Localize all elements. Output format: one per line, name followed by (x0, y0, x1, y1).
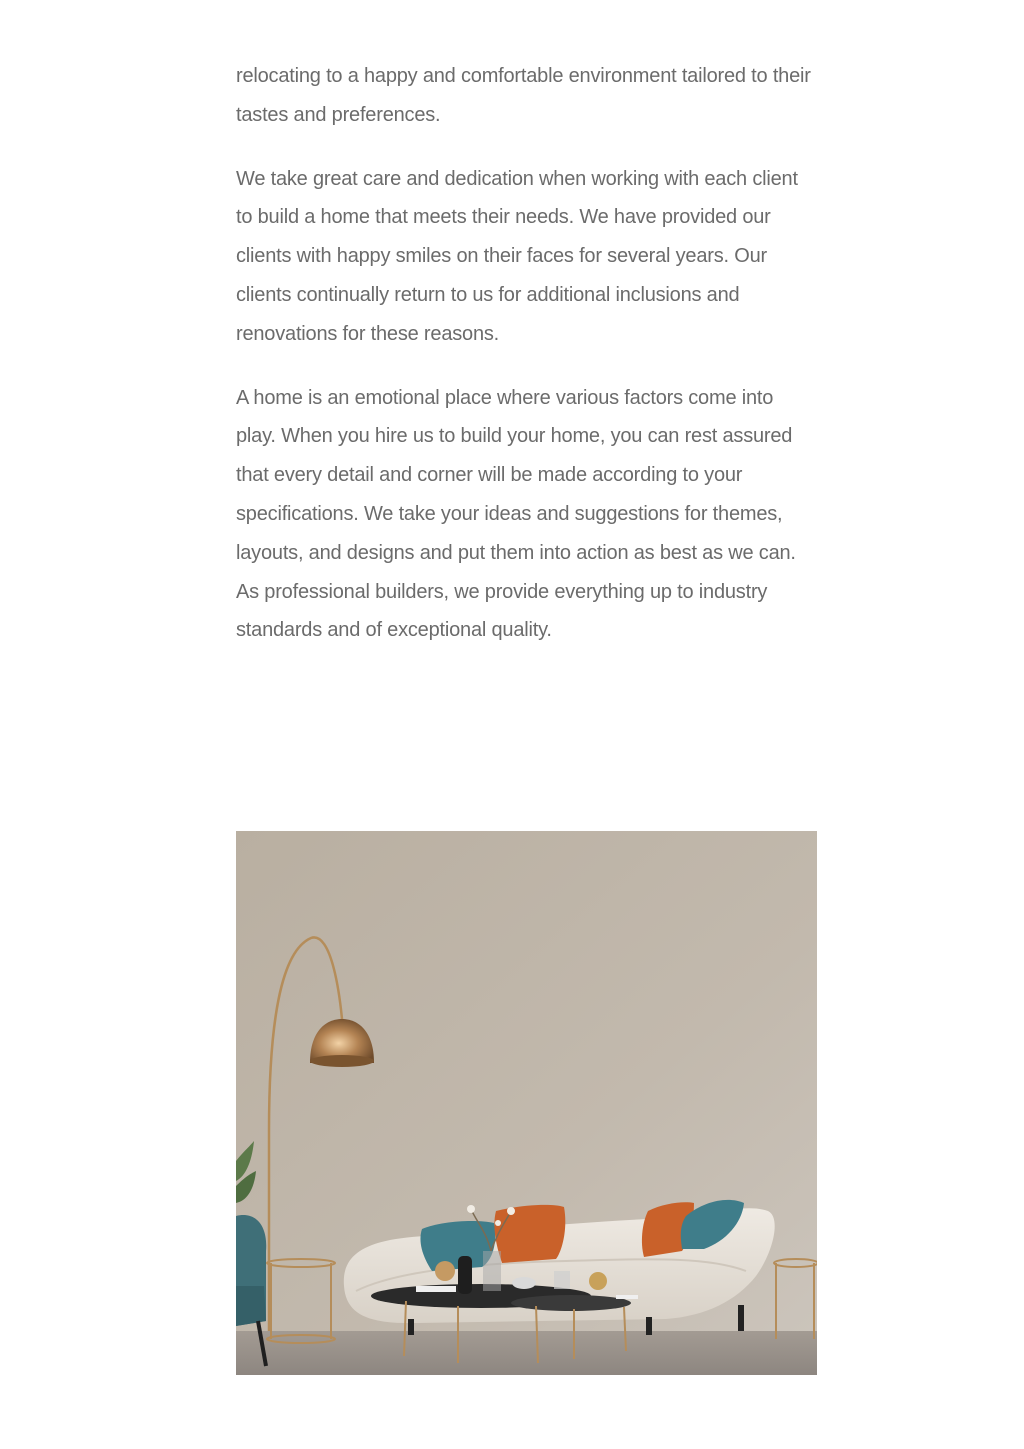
living-room-photo (236, 831, 817, 1375)
article-paragraph: A home is an emotional place where various factors come into play. When you hire us to build your home, you can rest assured that every detail and corner will be made according to your specifications. We take your ideas and suggestions for themes, layouts, and designs and put them into action as best as we can. As professional builders, we provide everything up to industry standards and of exceptional quality. (236, 386, 796, 642)
article-paragraph: relocating to a happy and comfortable environment tailored to their tastes and preferences. (236, 65, 811, 126)
article-paragraph: We take great care and dedication when working with each client to build a home that meets their needs. We have provided our clients with happy smiles on their faces for several years. Our clients continually return to us for additional inclusions and renovations for these reasons. (236, 167, 798, 345)
article-body (236, 57, 818, 675)
living-room-illustration (236, 831, 817, 1375)
